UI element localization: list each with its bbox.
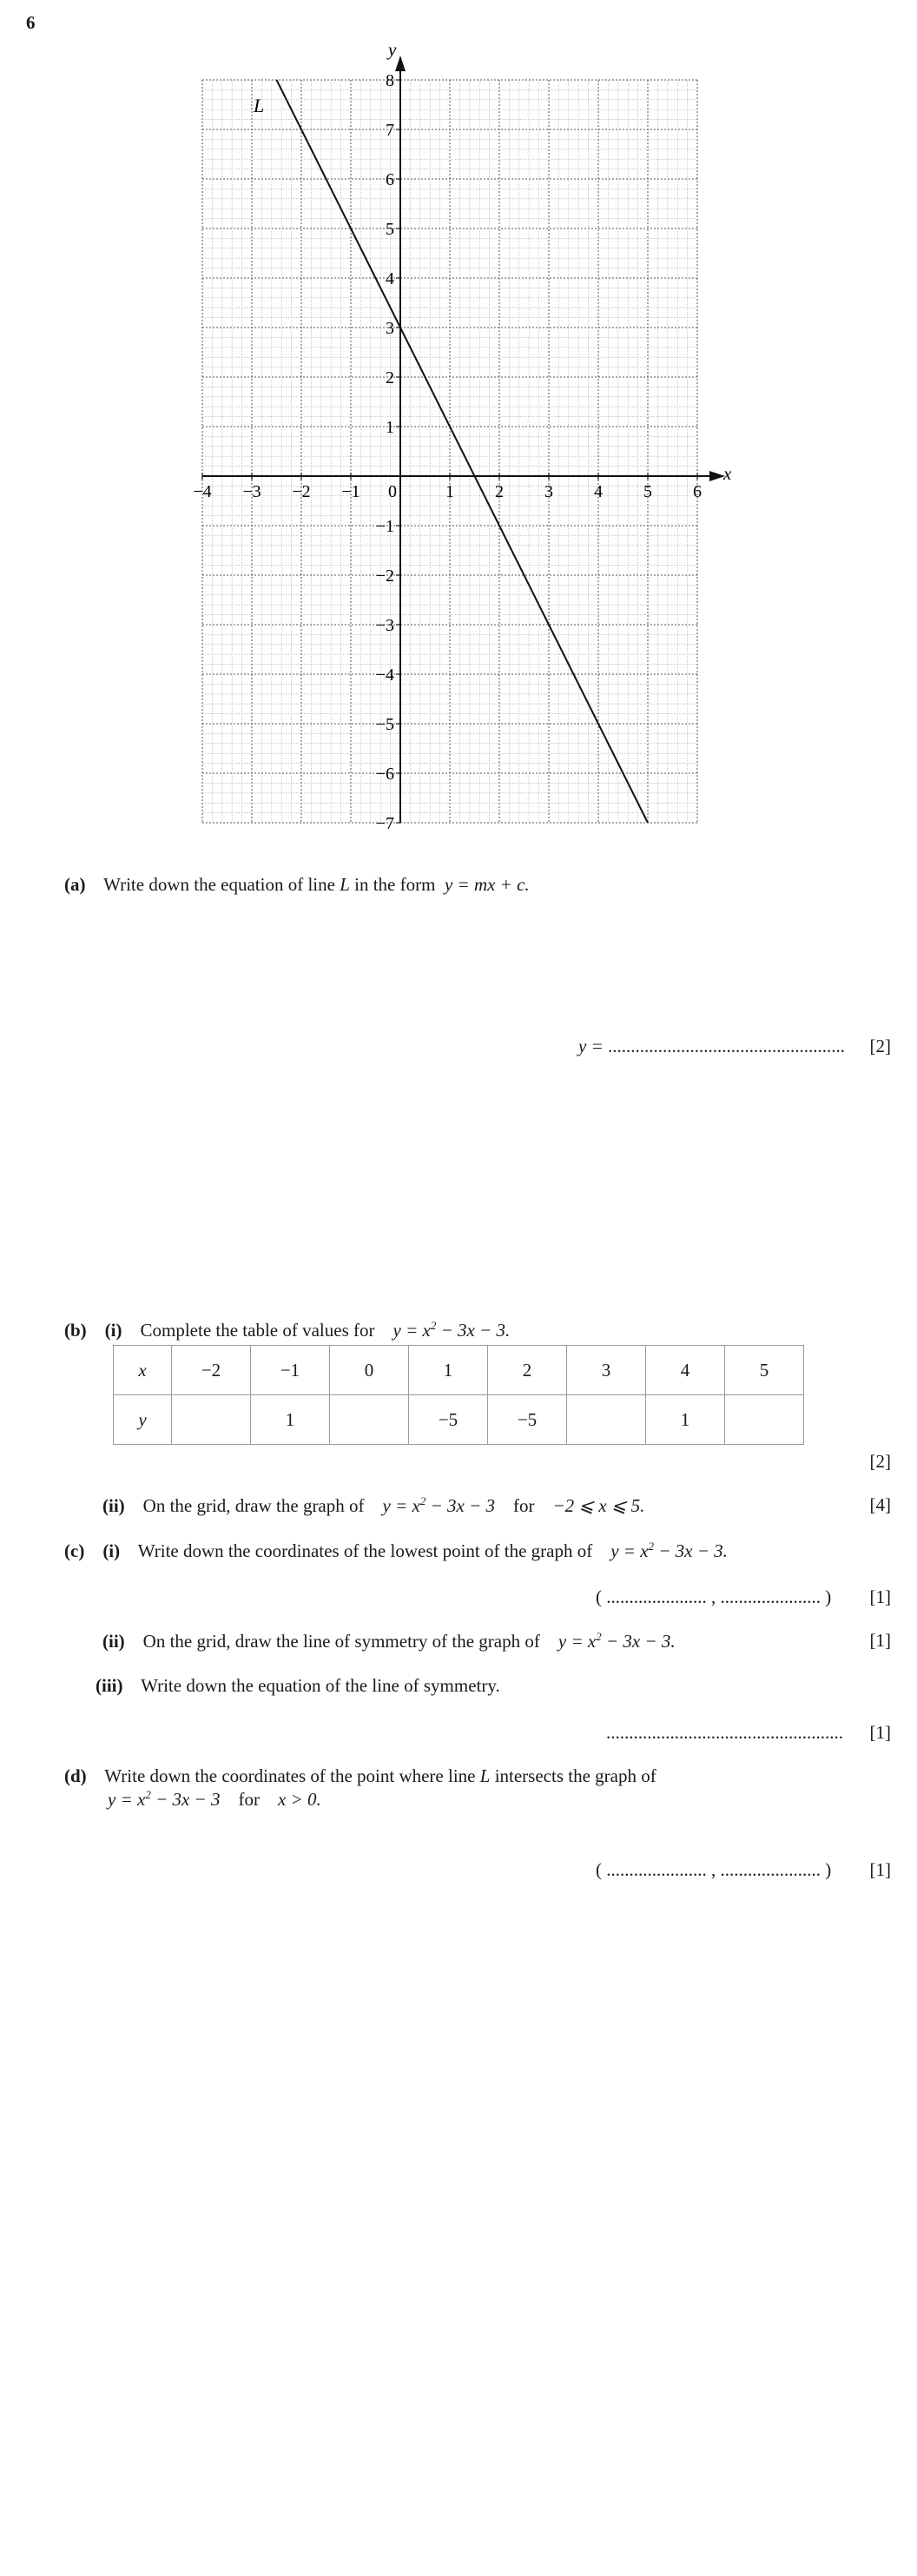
- x-tick-label: −4: [193, 482, 212, 501]
- part-a-text: Write down the equation of line: [103, 874, 335, 895]
- table-cell-y[interactable]: [330, 1395, 409, 1445]
- table-cell-y[interactable]: [567, 1395, 646, 1445]
- part-c-label: (c): [64, 1540, 85, 1561]
- y-tick-label: 6: [386, 170, 394, 189]
- table-cell-y: −5: [488, 1395, 567, 1445]
- table-cell-y[interactable]: [725, 1395, 804, 1445]
- part-c-i-marks: [1]: [869, 1586, 891, 1607]
- part-b-label: (b): [64, 1320, 87, 1341]
- table-cell-x: −2: [172, 1346, 251, 1395]
- part-d-label: (d): [64, 1765, 87, 1786]
- y-tick-label: −2: [375, 566, 394, 586]
- table-cell-x: 4: [646, 1346, 725, 1395]
- part-c-ii-label: (ii): [102, 1631, 125, 1652]
- table-cell-x: 0: [330, 1346, 409, 1395]
- table-cell-y[interactable]: [172, 1395, 251, 1445]
- part-a-answer-dots: ....................................................: [608, 1036, 845, 1056]
- y-tick-label: 1: [386, 418, 394, 437]
- y-tick-label: 8: [386, 71, 394, 90]
- part-c-i-eq: $y = x^2 - 3x - 3$.: [610, 1540, 728, 1561]
- y-axis-label: y: [388, 39, 397, 60]
- table-cell-y: 1: [646, 1395, 725, 1445]
- line-l: [277, 80, 649, 823]
- y-tick-label: 7: [386, 121, 394, 140]
- part-d-for: for: [238, 1789, 260, 1810]
- table-cell-x: 2: [488, 1346, 567, 1395]
- x-tick-label: −1: [341, 482, 360, 501]
- y-tick-label: 5: [386, 220, 394, 239]
- part-c-i-label: (i): [102, 1540, 121, 1561]
- part-a-text2: in the form: [354, 874, 436, 895]
- part-d-answer[interactable]: ( ...................... , ...................... ): [596, 1859, 832, 1880]
- part-a-question: [64, 874, 530, 896]
- x-tick-label: 5: [643, 482, 652, 501]
- part-c-ii-eq: $y = x^2 - 3x - 3$.: [557, 1630, 676, 1652]
- x-tick-label: −2: [292, 482, 311, 501]
- part-c-i-answer[interactable]: ( ...................... , ...................... ): [596, 1586, 832, 1607]
- table-cell-x: 1: [409, 1346, 488, 1395]
- y-tick-label: −4: [375, 666, 394, 685]
- part-a-answer-prefix: y =: [578, 1036, 604, 1056]
- x-tick-label: 0: [388, 482, 397, 501]
- y-tick-label: 4: [386, 269, 394, 288]
- table-header-x: x: [114, 1346, 172, 1395]
- part-b-ii-marks: [4]: [869, 1494, 891, 1515]
- line-l-label: L: [254, 95, 265, 117]
- y-tick-label: 2: [386, 368, 394, 387]
- part-c-iii-question: [96, 1675, 500, 1697]
- part-c-ii-marks: [1]: [869, 1630, 891, 1651]
- table-of-values: [113, 1345, 804, 1445]
- part-b-i-question: [64, 1319, 510, 1341]
- y-tick-label: 3: [386, 319, 394, 338]
- part-b-ii-eq: $y = x^2 - 3x - 3$: [382, 1494, 495, 1516]
- part-c-i-text: Write down the coordinates of the lowest point of the graph of: [137, 1540, 593, 1561]
- part-a-answer-line[interactable]: [578, 1036, 845, 1057]
- part-c-iii-label: (iii): [96, 1675, 123, 1696]
- table-cell-y: 1: [251, 1395, 330, 1445]
- part-b-i-label: (i): [104, 1320, 122, 1341]
- part-b-ii-text: On the grid, draw the graph of: [142, 1495, 365, 1516]
- coordinate-grid: [0, 0, 917, 860]
- table-cell-x: 3: [567, 1346, 646, 1395]
- part-d-line-name: L: [479, 1765, 491, 1786]
- part-c-iii-text: Write down the equation of the line of symmetry.: [141, 1675, 500, 1696]
- table-row-y: [114, 1395, 804, 1445]
- x-tick-label: 3: [544, 482, 553, 501]
- part-d-text2: intersects the graph of: [494, 1765, 656, 1786]
- part-a-marks: [2]: [869, 1036, 891, 1056]
- part-b-i-text: Complete the table of values for: [140, 1320, 375, 1341]
- part-b-ii-for: for: [512, 1495, 535, 1516]
- part-a-label: (a): [64, 874, 86, 895]
- table-cell-x: 5: [725, 1346, 804, 1395]
- part-b-ii-range: −2 ⩽ x ⩽ 5.: [552, 1495, 645, 1516]
- part-b-i-marks: [2]: [869, 1451, 891, 1472]
- y-tick-label: −6: [375, 765, 394, 784]
- table-header-y: y: [114, 1395, 172, 1445]
- part-c-ii-text: On the grid, draw the line of symmetry of the graph of: [142, 1631, 540, 1652]
- y-tick-label: −5: [375, 715, 394, 734]
- y-tick-label: −7: [375, 814, 394, 833]
- y-tick-label: −3: [375, 616, 394, 635]
- y-axis-arrow-icon: [395, 56, 406, 71]
- x-tick-label: −3: [242, 482, 261, 501]
- part-d-question-line1: [64, 1765, 656, 1787]
- part-d-eq: $y = x^2 - 3x - 3$: [108, 1788, 221, 1810]
- part-c-iii-answer[interactable]: ....................................................: [606, 1722, 843, 1743]
- table-row-x: [114, 1346, 804, 1395]
- part-c-ii-question: [102, 1630, 676, 1652]
- part-d-marks: [1]: [869, 1859, 891, 1880]
- part-a-line-name: L: [340, 874, 350, 895]
- part-b-eq: $y = x^2 - 3x - 3$.: [393, 1319, 511, 1341]
- question-number: 6: [26, 12, 36, 33]
- part-d-cond: x > 0.: [277, 1789, 321, 1810]
- x-tick-label: 2: [495, 482, 504, 501]
- table-cell-x: −1: [251, 1346, 330, 1395]
- part-d-text: Write down the coordinates of the point where line: [104, 1765, 476, 1786]
- y-tick-label: −1: [375, 517, 394, 536]
- table-cell-y: −5: [409, 1395, 488, 1445]
- part-b-ii-question: [102, 1494, 644, 1517]
- x-tick-label: 4: [594, 482, 603, 501]
- part-d-question-line2: [108, 1788, 321, 1811]
- part-b-ii-label: (ii): [102, 1495, 125, 1516]
- part-a-form: y = mx + c.: [444, 874, 530, 895]
- x-axis-label: x: [723, 463, 732, 484]
- part-c-iii-marks: [1]: [869, 1722, 891, 1743]
- x-tick-label: 6: [693, 482, 702, 501]
- x-tick-label: 1: [445, 482, 454, 501]
- part-c-i-question: [64, 1540, 728, 1562]
